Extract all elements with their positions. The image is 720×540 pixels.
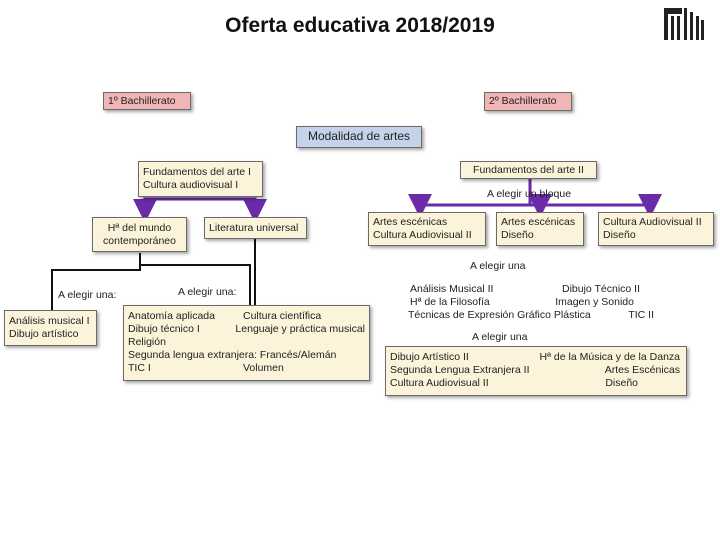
line-fund1-historia — [145, 199, 200, 217]
building-logo-icon — [662, 4, 706, 44]
bach2-label: 2º Bachillerato — [489, 95, 557, 107]
fund1-line1: Fundamentos del arte I — [143, 166, 251, 178]
bach2-box — [484, 92, 572, 111]
left-choice-line1: Análisis musical I — [9, 315, 90, 327]
line-fund1-literatura — [200, 199, 255, 217]
right-choice2-item: Cultura Audiovisual II — [390, 377, 489, 389]
bach1-label: 1º Bachillerato — [108, 95, 176, 107]
right-choice1-item: TIC II — [628, 309, 654, 321]
left-choice-label: A elegir una: — [58, 289, 117, 301]
historia-line2: contemporáneo — [103, 235, 176, 247]
mid-choice-item: Anatomía aplicada — [128, 310, 215, 322]
right-choice1-item: Análisis Musical II — [410, 283, 494, 295]
bloque3-box — [598, 212, 714, 246]
right-choice2-item: Dibujo Artístico II — [390, 351, 469, 363]
literatura-box — [204, 217, 307, 239]
right-choice2-item: Diseño — [605, 377, 638, 389]
bloque3-line2: Diseño — [603, 229, 636, 241]
fund2-label: Fundamentos del arte II — [473, 164, 584, 176]
right-choice1-block — [406, 283, 654, 322]
right-choice2-row — [390, 364, 682, 377]
mid-choice-item: Cultura científica — [243, 310, 322, 322]
fund2-box — [460, 161, 597, 179]
bloque1-line1: Artes escénicas — [373, 216, 448, 228]
right-choice1-row — [406, 309, 654, 322]
bach1-box — [103, 92, 191, 110]
right-choice1-item: Hª de la Filosofía — [410, 296, 490, 308]
left-choice-box — [4, 310, 97, 346]
right-choice2-item: Segunda Lengua Extranjera II — [390, 364, 530, 376]
bloque3-line1: Cultura Audiovisual II — [603, 216, 702, 228]
right-choice1-item: Técnicas de Expresión Gráfico Plástica — [408, 309, 591, 321]
mid-choice-item: TIC I — [128, 362, 151, 374]
historia-line1: Hª del mundo — [107, 222, 172, 234]
right-choice2-row — [390, 351, 682, 364]
bloque1-line2: Cultura Audiovisual II — [373, 229, 472, 241]
mid-choice-box — [123, 305, 370, 381]
mid-choice-item: Dibujo técnico I — [128, 323, 200, 335]
mid-choice-label: A elegir una: — [178, 286, 237, 298]
right-choice2-row — [390, 377, 682, 390]
fund1-box — [138, 161, 263, 197]
mid-choice-item: Volumen — [243, 362, 284, 374]
right-choice2-item: Hª de la Música y de la Danza — [539, 351, 680, 363]
right-choice1-item: Dibujo Técnico II — [561, 283, 640, 295]
mid-choice-item: Religión — [128, 336, 166, 348]
right-choice1-row — [406, 283, 654, 296]
fund1-line2: Cultura audiovisual I — [143, 179, 239, 191]
right-choice2-label: A elegir una — [472, 331, 528, 343]
modalidad-box — [296, 126, 422, 148]
right-choice2-item: Artes Escénicas — [604, 364, 680, 376]
right-choice2-box — [385, 346, 687, 396]
mid-choice-row — [128, 362, 365, 375]
mid-choice-row — [128, 336, 365, 349]
modalidad-label: Modalidad de artes — [307, 129, 411, 143]
literatura-label: Literatura universal — [209, 222, 299, 234]
bloque2-box — [496, 212, 584, 246]
line-fund2-bloque2 — [530, 205, 540, 212]
bloque1-box — [368, 212, 486, 246]
mid-choice-item: Segunda lengua extranjera: Francés/Alemán — [128, 349, 337, 361]
right-choice1-label: A elegir una — [470, 260, 526, 272]
bloque2-line1: Artes escénicas — [501, 216, 576, 228]
page-title: Oferta educativa 2018/2019 — [225, 14, 495, 37]
left-choice-line2: Dibujo artístico — [9, 328, 79, 340]
mid-choice-row — [128, 310, 365, 323]
historia-box — [92, 217, 187, 252]
mid-choice-row — [128, 349, 365, 362]
right-choice1-row — [406, 296, 654, 309]
line-fund2-bloque3 — [530, 205, 650, 212]
bloque-label: A elegir un bloque — [487, 188, 572, 200]
mid-choice-row — [128, 323, 365, 336]
right-choice1-item: Imagen y Sonido — [555, 296, 634, 308]
mid-choice-item: Lenguaje y práctica musical — [235, 323, 365, 335]
bloque2-line2: Diseño — [501, 229, 534, 241]
